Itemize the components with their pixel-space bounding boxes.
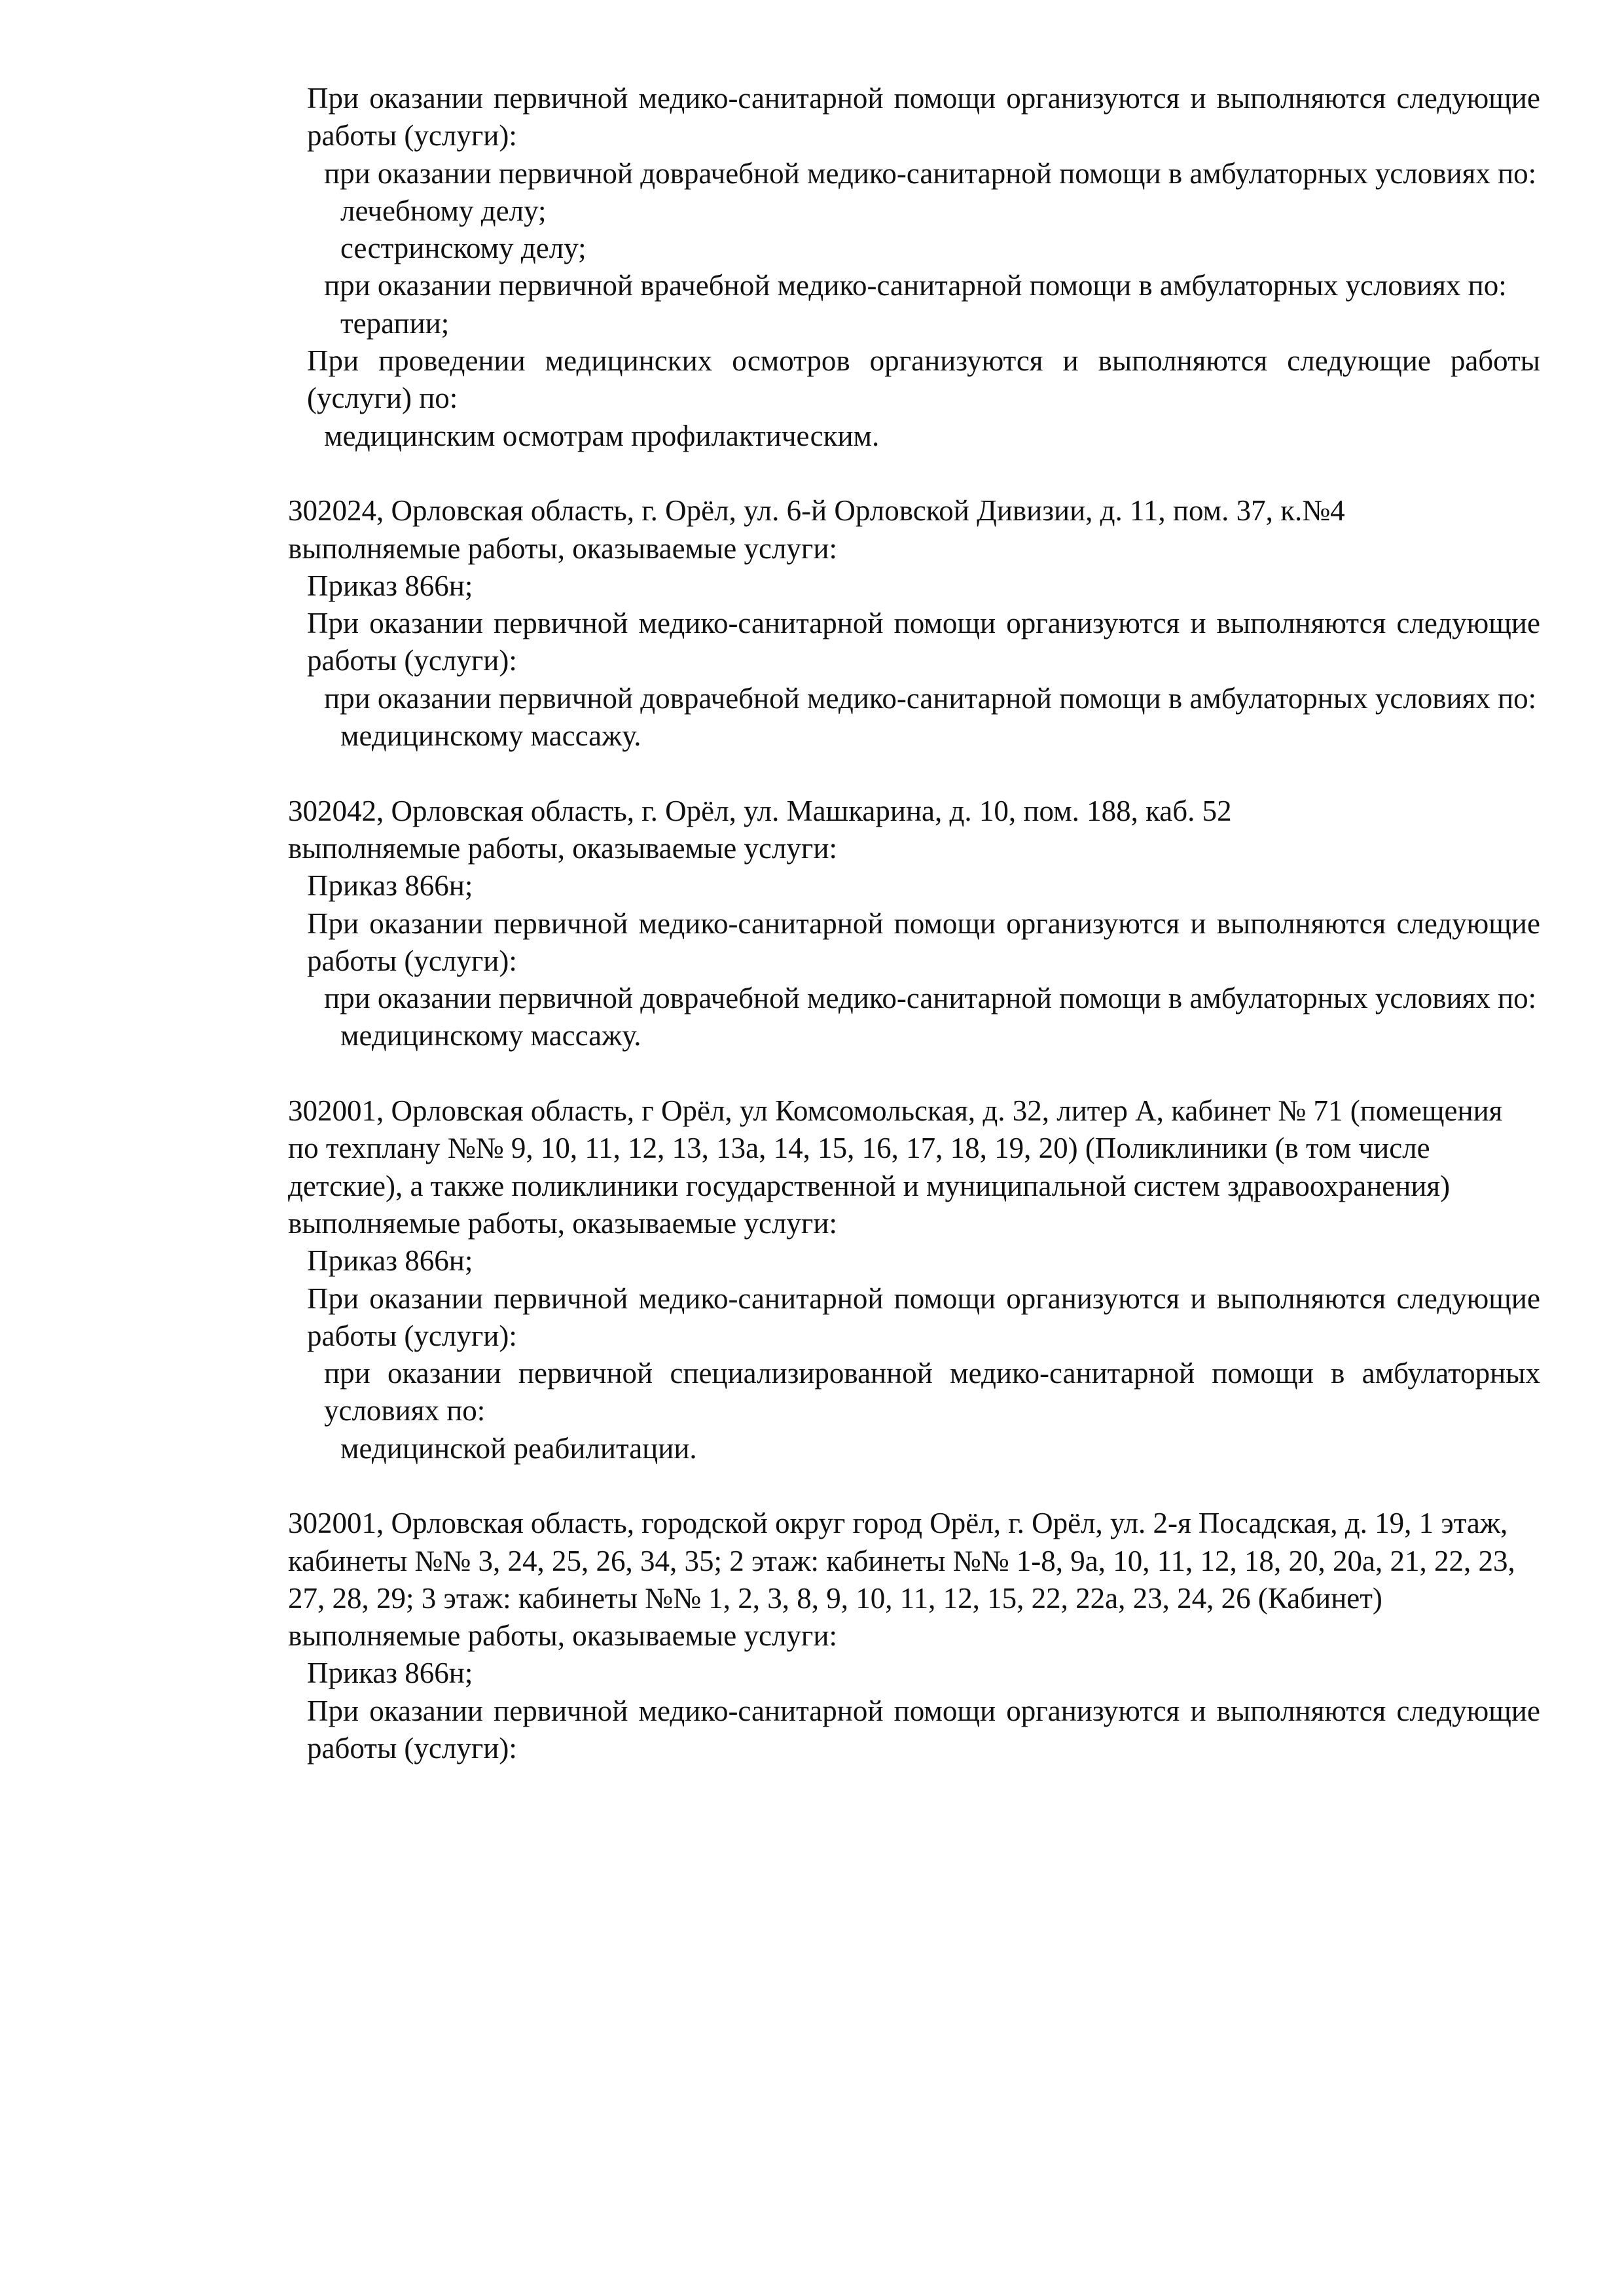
osmotry-paragraph: При проведении медицинских осмотров организуются и выполняются следующие работы (услуги) по:	[307, 344, 1540, 415]
prikaz-line: Приказ 866н;	[307, 569, 473, 602]
condition-paragraph: при оказании первичной доврачебной медико-санитарной помощи в амбулаторных условиях по:	[324, 982, 1537, 1015]
service-item: медицинскому массажу.	[340, 1019, 641, 1052]
organize-paragraph: При оказании первичной медико-санитарной помощи организуются и выполняются следующие работы (услуги):	[307, 82, 1540, 152]
organize-paragraph: При оказании первичной медико-санитарной помощи организуются и выполняются следующие работы (услуги):	[307, 906, 1540, 977]
condition-paragraph: при оказании первичной специализированной медико-санитарной помощи в амбулаторных условиях по:	[324, 1357, 1540, 1427]
organize-paragraph: При оказании первичной медико-санитарной помощи организуются и выполняются следующие работы (услуги):	[307, 1282, 1540, 1352]
prikaz-line: Приказ 866н;	[307, 1657, 473, 1690]
condition-paragraph: при оказании первичной доврачебной медико-санитарной помощи в амбулаторных условиях по:	[324, 681, 1537, 715]
organize-paragraph: При оказании первичной медико-санитарной помощи организуются и выполняются следующие работы (услуги):	[307, 1694, 1540, 1765]
address-line: 302042, Орловская область, г. Орёл, ул. Машкарина, д. 10, пом. 188, каб. 52	[288, 794, 1232, 827]
address-block	[0, 1505, 1540, 1767]
service-item: сестринскому делу;	[340, 232, 586, 265]
address-line: 302024, Орловская область, г. Орёл, ул. 6-й Орловской Дивизии, д. 11, пом. 37, к.№4	[288, 494, 1345, 528]
works-heading: выполняемые работы, оказываемые услуги:	[288, 1206, 837, 1240]
address-block	[0, 1092, 1540, 1467]
works-heading: выполняемые работы, оказываемые услуги:	[288, 1619, 837, 1653]
works-heading: выполняемые работы, оказываемые услуги:	[288, 831, 837, 865]
address-block	[0, 492, 1540, 755]
address-line: 302001, Орловская область, городской округ город Орёл, г. Орёл, ул. 2-я Посадская, д. 19, 1 этаж, кабинеты №№ 3, 24, 25, 26, 34, 35; 2 этаж: кабинеты №№ 1-8, 9а, 10, 11, 12, 18, 20, 20а, 21, 22, 23, 27, 28, 29; 3 этаж: кабинеты №№ 1, 2, 3, 8, 9, 10, 11, 12, 15, 22, 22а, 23, 24, 26 (Кабинет)	[288, 1507, 1515, 1615]
service-item: медицинской реабилитации.	[340, 1431, 697, 1465]
organize-paragraph: При оказании первичной медико-санитарной помощи организуются и выполняются следующие работы (услуги):	[307, 607, 1540, 677]
service-item: лечебному делу;	[340, 194, 547, 227]
address-block	[0, 793, 1540, 1055]
condition-paragraph: при оказании первичной доврачебной медико-санитарной помощи в амбулаторных условиях по:	[324, 156, 1537, 190]
condition-paragraph: при оказании первичной врачебной медико-санитарной помощи в амбулаторных условиях по:	[324, 269, 1507, 302]
works-heading: выполняемые работы, оказываемые услуги:	[288, 531, 837, 565]
address-line: 302001, Орловская область, г Орёл, ул Комсомольская, д. 32, литер А, кабинет № 71 (помещения по техплану №№ 9, 10, 11, 12, 13, 13а, 14, 15, 16, 17, 18, 19, 20) (Поликлиники (в том числе детские), а также поликлиники государственной и муниципальной систем здравоохранения)	[288, 1094, 1503, 1202]
prikaz-line: Приказ 866н;	[307, 869, 473, 903]
service-item: медицинскому массажу.	[340, 719, 641, 753]
intro-section	[0, 80, 1540, 455]
prikaz-line: Приказ 866н;	[307, 1244, 473, 1278]
service-item: терапии;	[340, 306, 450, 340]
service-item: медицинским осмотрам профилактическим.	[324, 419, 880, 452]
